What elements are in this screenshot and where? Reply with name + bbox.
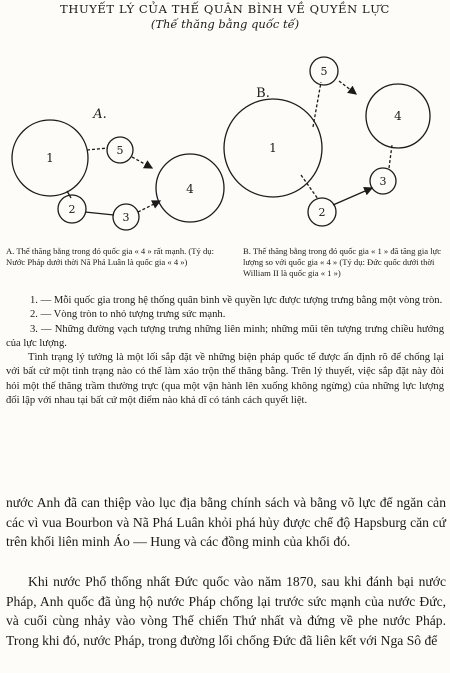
alliance-line	[333, 188, 372, 205]
alliance-line	[339, 81, 356, 94]
alliance-line	[85, 212, 114, 215]
body-paragraph-2: Khi nước Phổ thống nhất Đức quốc vào năm 1870, sau khi đánh bại nước Pháp, Anh quốc đã ủng hộ nước Pháp chống lại trước sức mạnh của nước Đức, và cuối cùng nhảy vào vòng Thế chiến Thứ nhất và đứng về phe nước Pháp. Trong khi đó, nước Pháp, trong đường lối chống Đức đã liên kết với Nga Sô để	[6, 574, 446, 648]
legend-paragraph: Tình trạng lý tưởng là một lối sắp đặt về những biện pháp quốc tế được ấn định rõ để chống lại với bất cứ một tình trạng nào có thể làm xáo trộn thế thăng bằng. Trên lý thuyết, việc sắp đặt này đòi hỏi một thế thăng trầm thường trực (qua một vận hành lên xuống không ngừng) của những lực lượng đối lập với nhau tại bất cứ một điểm nào khả dĩ có tánh cách quyết liệt.	[6, 352, 444, 407]
body-text	[6, 493, 446, 552]
diagram-b-caption: B. Thế thăng bằng trong đó quốc gia « 1 » đã tăng gia lực lượng so với quốc gia « 4 » (Tỷ dụ: Đức quốc dưới thời William II là quốc gia « 1 »)	[243, 246, 442, 278]
state-label: 3	[122, 211, 130, 224]
state-label: 2	[318, 206, 326, 219]
diagram-a-letter: A.	[93, 107, 107, 122]
alliance-line	[389, 145, 392, 168]
legend-item-2: 2. — Vòng tròn to nhỏ tượng trưng sức mạnh.	[30, 309, 226, 321]
alliance-line	[87, 148, 108, 150]
alliance-line	[132, 157, 152, 168]
body-paragraph-1: nước Anh đã can thiệp vào lục địa bằng chính sách và bằng võ lực để ngăn cản các vì vua Bourbon và Nã Phá Luân khỏi phá hủy được chế độ Hapsburg căn cứ trên khối liên minh Áo — Hung và các đồng minh của khối đó.	[6, 495, 446, 550]
body-text-2	[6, 572, 446, 650]
page-subtitle: (Thế thăng bằng quốc tế)	[150, 17, 300, 31]
page-title: THUYẾT LÝ CỦA THẾ QUÂN BÌNH VỀ QUYỀN LỰC	[60, 2, 390, 16]
legend-item-1: 1. — Mỗi quốc gia trong hệ thống quân bình về quyền lực được tượng trưng bằng một vòng tròn.	[30, 295, 443, 306]
alliance-line	[313, 82, 321, 127]
state-label: 5	[320, 65, 328, 78]
state-label: 5	[116, 144, 124, 157]
state-label: 1	[46, 151, 54, 165]
balance-of-power-diagrams	[0, 40, 450, 245]
diagram-b-letter: B.	[256, 86, 270, 101]
state-label: 3	[379, 175, 387, 188]
legend	[6, 294, 444, 408]
alliance-line	[138, 201, 160, 212]
state-label: 1	[269, 141, 277, 155]
state-label: 2	[68, 203, 76, 216]
state-label: 4	[394, 109, 402, 123]
legend-item-3: 3. — Những đường vạch tượng trưng những liên minh; những mũi tên tượng trưng chiều hướng của lực lượng.	[6, 323, 444, 349]
diagram-a-caption: A. Thế thăng bằng trong đó quốc gia « 4 » rất mạnh. (Tỷ dụ: Nước Pháp dưới thời Nã Phá Luân là quốc gia « 4 »)	[6, 246, 214, 267]
state-label: 4	[186, 182, 194, 196]
